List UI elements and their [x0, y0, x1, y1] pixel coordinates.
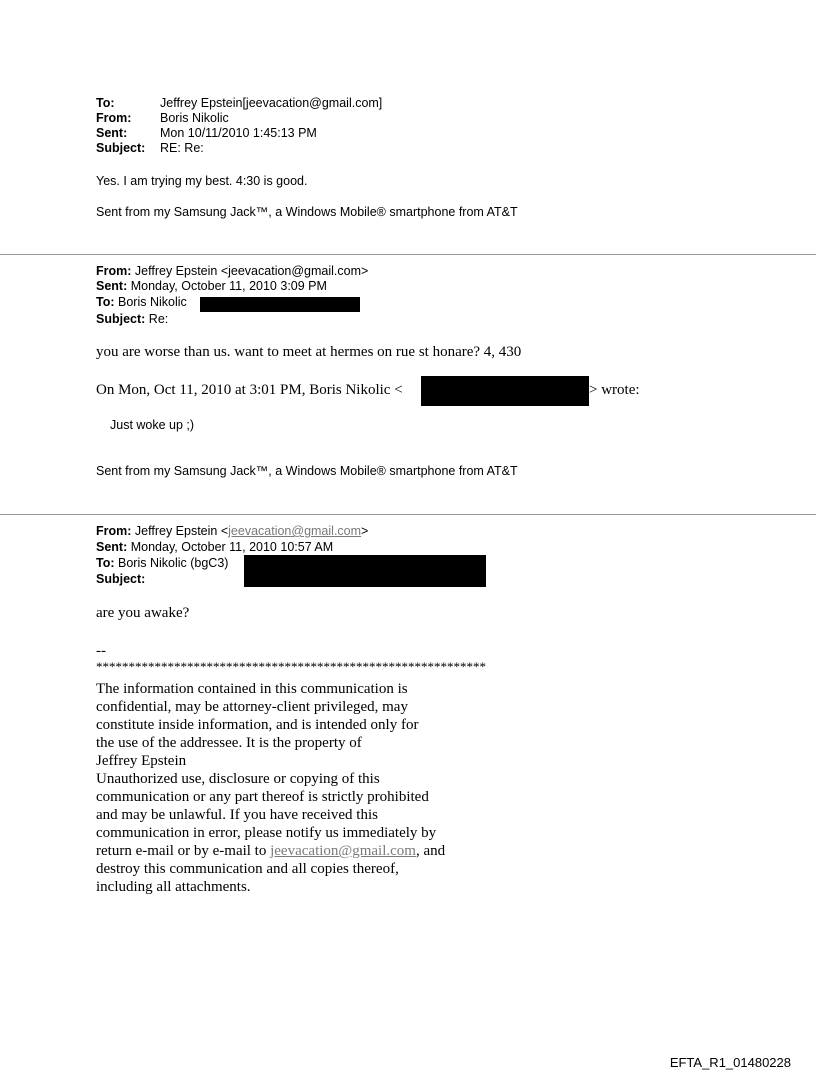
disclaimer-line: the use of the addressee. It is the property of	[96, 735, 362, 751]
email1-signature: Sent from my Samsung Jack™, a Windows Mobile® smartphone from AT&T	[96, 205, 518, 219]
redaction-bar	[200, 297, 360, 312]
disclaimer-line: The information contained in this communication is	[96, 681, 408, 697]
disclaimer-line: and may be unlawful. If you have received this	[96, 807, 378, 823]
email2-subject-label: Subject:	[96, 312, 146, 326]
email3-from-suffix: >	[361, 524, 369, 538]
email3-from-link[interactable]: jeevacation@gmail.com	[228, 524, 362, 538]
disclaimer-return-prefix: return e-mail or by e-mail to	[96, 843, 271, 859]
email3-subject-label: Subject:	[96, 572, 146, 586]
email2-quote-wrote: > wrote:	[589, 382, 640, 398]
disclaimer-line: constitute inside information, and is intended only for	[96, 717, 419, 733]
email1-subject-label: Subject:	[96, 141, 146, 155]
email2-subject-value: Re:	[148, 312, 169, 326]
email2-from-value: Jeffrey Epstein <jeevacation@gmail.com>	[134, 264, 369, 278]
email2-sent-value: Monday, October 11, 2010 3:09 PM	[130, 279, 327, 293]
email2-sent-row	[96, 280, 327, 293]
email3-to-row	[96, 557, 228, 570]
email2-signature: Sent from my Samsung Jack™, a Windows Mobile® smartphone from AT&T	[96, 464, 518, 478]
separator-rule	[0, 254, 816, 255]
email3-sent-row	[96, 541, 333, 554]
email2-from-row	[96, 265, 368, 278]
disclaimer-email-link[interactable]: jeevacation@gmail.com	[270, 843, 416, 859]
email2-subject-row	[96, 313, 168, 326]
email2-quote-intro: On Mon, Oct 11, 2010 at 3:01 PM, Boris Nikolic <	[96, 382, 403, 398]
email3-from-prefix: Jeffrey Epstein <	[134, 524, 229, 538]
redaction-bar	[421, 376, 589, 406]
email3-sent-label: Sent:	[96, 540, 128, 554]
email1-subject-value: RE: Re:	[160, 141, 204, 155]
redaction-bar	[244, 555, 486, 587]
email1-sent-row	[96, 126, 317, 141]
email1-body: Yes. I am trying my best. 4:30 is good.	[96, 174, 308, 188]
email1-sent-value: Mon 10/11/2010 1:45:13 PM	[160, 126, 317, 140]
signature-dashes: --	[96, 643, 106, 659]
document-id: EFTA_R1_01480228	[669, 1055, 791, 1070]
email3-from-label: From:	[96, 524, 132, 538]
signature-stars: ************************************************************	[96, 659, 486, 674]
email1-to-label: To:	[96, 96, 115, 110]
separator-rule	[0, 514, 816, 515]
disclaimer-line: confidential, may be attorney-client privileged, may	[96, 699, 408, 715]
email1-to-value: Jeffrey Epstein[jeevacation@gmail.com]	[160, 96, 383, 110]
email2-to-value: Boris Nikolic	[118, 295, 187, 309]
email3-subject-row	[96, 573, 145, 586]
email1-from-label: From:	[96, 111, 132, 125]
confidentiality-disclaimer	[96, 680, 516, 896]
email2-sent-label: Sent:	[96, 279, 128, 293]
email3-body: are you awake?	[96, 605, 190, 621]
email1-from-value: Boris Nikolic	[160, 111, 229, 125]
email2-body: you are worse than us. want to meet at hermes on rue st honare? 4, 430	[96, 344, 522, 360]
email1-to-row	[96, 96, 382, 111]
disclaimer-line: including all attachments.	[96, 879, 251, 895]
email2-to-row	[96, 296, 187, 309]
disclaimer-line: Jeffrey Epstein	[96, 753, 187, 769]
email2-from-label: From:	[96, 264, 132, 278]
disclaimer-return-suffix: , and	[415, 843, 446, 859]
email1-sent-label: Sent:	[96, 126, 128, 140]
email1-subject-row	[96, 141, 204, 156]
disclaimer-line: destroy this communication and all copies thereof,	[96, 861, 399, 877]
disclaimer-line	[96, 842, 516, 860]
email1-from-row	[96, 111, 229, 126]
email2-to-label: To:	[96, 295, 115, 309]
email3-to-label: To:	[96, 556, 115, 570]
email3-sent-value: Monday, October 11, 2010 10:57 AM	[130, 540, 334, 554]
email3-to-value: Boris Nikolic (bgC3)	[118, 556, 229, 570]
email2-quoted-text: Just woke up ;)	[110, 418, 195, 432]
disclaimer-line: communication or any part thereof is strictly prohibited	[96, 789, 429, 805]
disclaimer-line: Unauthorized use, disclosure or copying of this	[96, 771, 380, 787]
disclaimer-line: communication in error, please notify us immediately by	[96, 825, 437, 841]
email3-from-row	[96, 525, 368, 538]
